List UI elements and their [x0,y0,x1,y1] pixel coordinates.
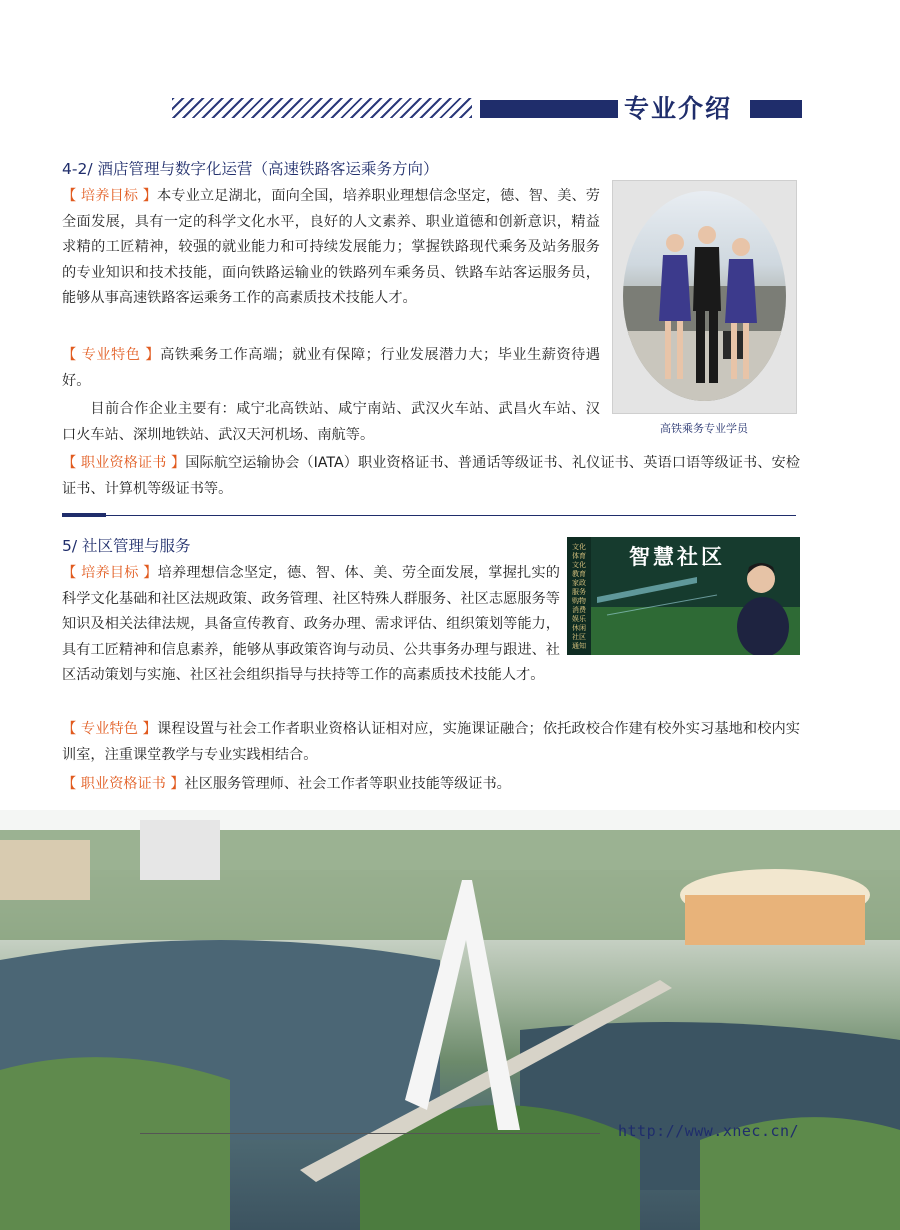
goal-text: 本专业立足湖北，面向全国，培养职业理想信念坚定，德、智、美、劳全面发展，具有一定的科学文化水平，良好的人文素养、职业道德和创新意识，精益求精的工匠精神，较强的就业能力和可持续发展能力；掌握铁路现代乘务及站务服务的专业知识和技术技能，面向铁路运输业的铁路列车乘务员、铁路车站客运服务员，能够从事高速铁路客运乘务工作的高素质技术技能人才。 [62,188,600,307]
smart-community-side-labels [570,543,588,651]
goal-text: 培养理想信念坚定，德、智、体、美、劳全面发展，掌握扎实的科学文化基础和社区法规政策、政务管理、社区特殊人群服务、社区志愿服务等知识及相关法律法规，具备宣传教育、政务办理、需求评估、组织策划等能力，具有工匠精神和信息素养，能够从事政策咨询与动员、公共事务办理与跟进、社区活动策划与实施、社区社会组织指导与扶持等工作的高素质技术技能人才。 [62,565,560,684]
section1-partners-paragraph: 目前合作企业主要有：咸宁北高铁站、咸宁南站、武汉火车站、武昌火车站、汉口火车站、深圳地铁站、武汉天河机场、南航等。 [62,401,600,443]
page-title: 专业介绍 [624,94,733,123]
section2-goal-paragraph-a [62,561,560,689]
side-label: 文化体育 [572,543,586,560]
students-photo [623,191,786,401]
section1-feature-paragraph [62,343,600,394]
section-title-hotel: 4-2/ 酒店管理与数字化运营（高速铁路客运乘务方向） [62,160,439,178]
students-photo-frame [612,180,797,414]
side-label: 家政服务 [572,579,586,596]
photo-caption: 高铁乘务专业学员 [660,422,748,435]
side-label: 文化教育 [572,561,586,578]
header-bar-right [750,100,802,118]
feature-text: 高铁乘务工作高端；就业有保障；行业发展潜力大；毕业生薪资待遇好。 [62,347,600,389]
section-title-community: 5/ 社区管理与服务 [62,537,191,555]
section2-feature-paragraph [62,717,800,768]
students-illustration [623,191,786,401]
smart-community-image [567,537,800,655]
cert-text: 社区服务管理师、社会工作者等职业技能等级证书。 [184,776,511,792]
side-label: 社区通知 [572,633,586,650]
goal-tag: 【 培养目标 】 [62,565,158,581]
footer-rule [140,1133,600,1134]
section-divider-accent [62,513,106,517]
side-label: 购物消费 [572,597,586,614]
feature-tag: 【 专业特色 】 [62,721,157,737]
cert-tag: 【 职业资格证书 】 [62,455,186,471]
campus-illustration [0,810,900,1230]
section1-cert-paragraph [62,451,800,502]
goal-tag: 【 培养目标 】 [62,188,157,204]
header-bar-left [480,100,618,118]
cert-tag: 【 职业资格证书 】 [62,776,185,792]
section-divider-line [106,515,796,516]
smart-community-title: 智慧社区 [629,545,725,569]
side-label: 娱乐休闲 [572,615,586,632]
feature-text: 课程设置与社会工作者职业资格认证相对应，实施课证融合；依托政校合作建有校外实习基地和校内实训室，注重课堂教学与专业实践相结合。 [62,721,800,763]
section2-cert-paragraph [62,772,800,798]
header-hatch-decoration [172,98,472,118]
section1-goal-paragraph [62,184,600,312]
feature-tag: 【 专业特色 】 [62,347,161,363]
footer-url-link[interactable]: http://www.xnec.cn/ [618,1122,800,1140]
campus-photo [0,810,900,1230]
cert-text: 国际航空运输协会（IATA）职业资格证书、普通话等级证书、礼仪证书、英语口语等级证书、安检证书、计算机等级证书等。 [62,455,800,497]
